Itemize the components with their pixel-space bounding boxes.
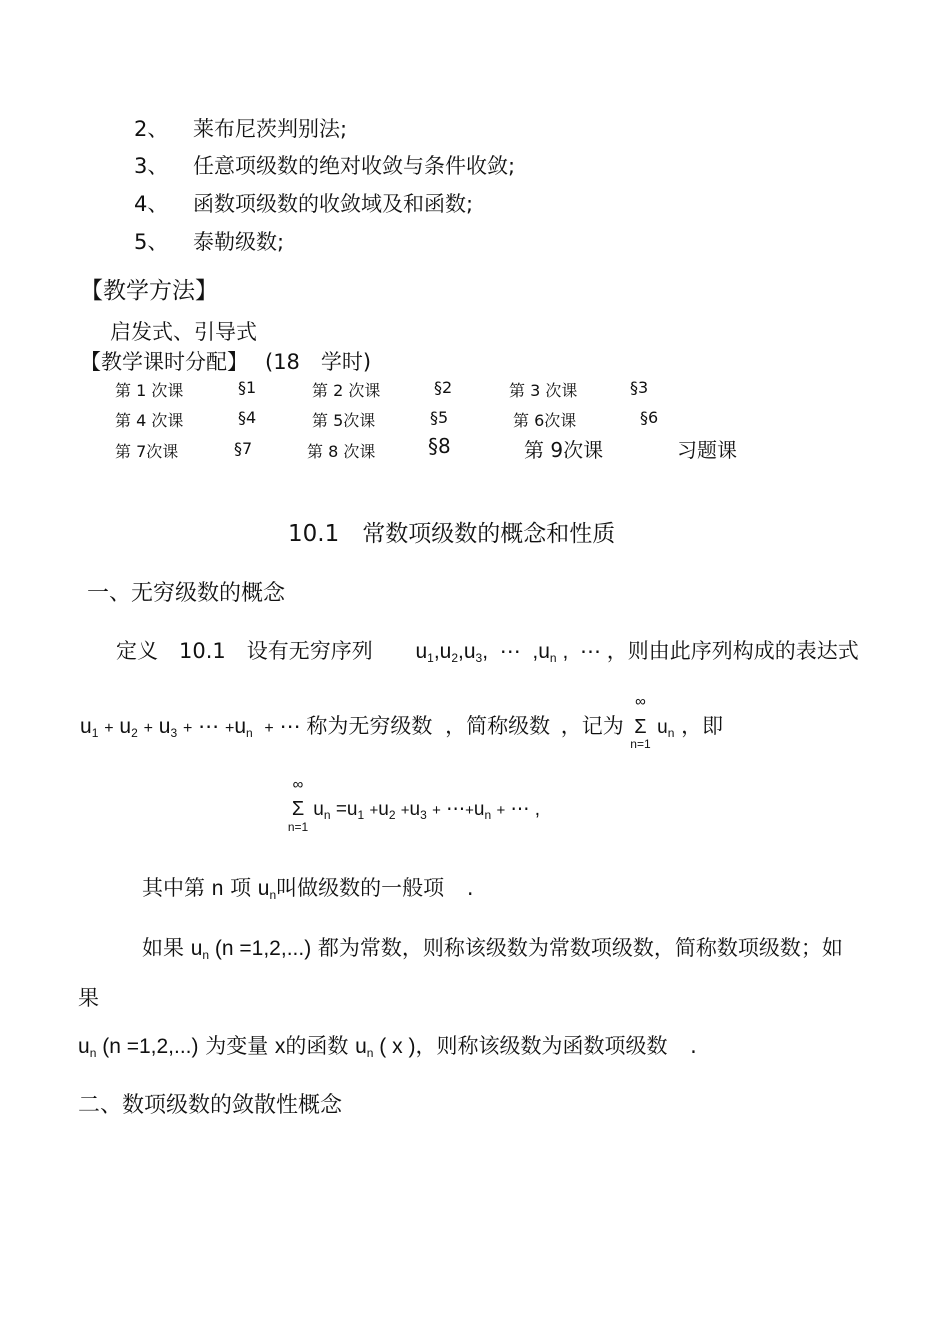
constant-series-line (142, 932, 843, 962)
definition-line (116, 635, 859, 665)
section-title: 10.1 常数项级数的概念和性质 (288, 521, 616, 547)
list-item-2 (134, 113, 348, 143)
lesson-label: 第 6次课 (513, 411, 577, 430)
var-x: x (274, 1035, 286, 1058)
list-text: 任意项级数的绝对收敛与条件收敛; (193, 154, 516, 178)
lesson-section: §3 (630, 378, 649, 397)
constant-series-cont: 果 (78, 986, 99, 1010)
lesson-section: §6 (640, 408, 659, 427)
list-number: 5、 (134, 230, 169, 254)
lesson-section: §4 (238, 408, 257, 427)
series-display-formula: ∞ Σ n=1 $u_n =u_1 +u_2 +u_3$ + $\cdots+u_n$ + ⋯ , (287, 776, 541, 834)
var-n: n (211, 877, 224, 900)
func-c: ，则称该级数为函数项级数 (415, 1034, 668, 1058)
list-number: 3、 (134, 154, 169, 178)
lesson-label: 第 7次课 (115, 442, 179, 461)
subsection-heading-2: 二、数项级数的敛散性概念 (78, 1093, 343, 1118)
lesson-label: 第 1 次课 (115, 381, 184, 400)
general-term-line (142, 872, 474, 902)
var-un: $u_n$ (257, 877, 277, 902)
series-short: ，简称级数 (445, 714, 551, 738)
lesson-section: 习题课 (677, 438, 737, 462)
list-text: 函数项级数的收敛域及和函数; (193, 192, 474, 216)
list-item-3 (134, 150, 516, 180)
unx-formula: $u_n$ ( x ) (355, 1035, 416, 1060)
definition-suffix: ，则由此序列构成的表达式 (606, 639, 859, 663)
un-formula: $u_n$ (n =1,2,...) (190, 937, 312, 962)
list-number: 2、 (134, 117, 169, 141)
func-a: 为变量 (205, 1034, 269, 1058)
lesson-label: 第 3 次课 (509, 381, 578, 400)
sequence-formula: $u_1,u_2,u_3$, ⋯ $,u_n$ , ⋯ (415, 640, 607, 665)
series-line (80, 693, 724, 751)
list-item-4 (134, 188, 474, 218)
list-number: 4、 (134, 192, 169, 216)
lesson-section: §5 (430, 408, 449, 427)
const-a: 如果 (142, 936, 184, 960)
func-b: 的函数 (285, 1034, 349, 1058)
lesson-section: §8 (428, 434, 451, 458)
period: . (466, 876, 474, 900)
list-text: 泰勒级数; (193, 230, 285, 254)
list-text: 莱布尼茨判别法; (193, 117, 348, 141)
sum-term: $u_n$ (657, 717, 675, 740)
definition-prefix: 定义 10.1 设有无穷序列 (116, 639, 373, 663)
lesson-section: §2 (434, 378, 453, 397)
general-term-a: 其中第 (142, 876, 205, 900)
lesson-label: 第 5次课 (312, 411, 376, 430)
series-note: ，记为 (560, 714, 624, 738)
general-term-b: 项 (230, 876, 252, 900)
subsection-heading-1: 一、无穷级数的概念 (87, 581, 286, 606)
series-ji: ，即 (681, 714, 724, 738)
const-b: 都为常数，则称该级数为常数项级数，简称数项级数；如 (317, 936, 843, 960)
sum-symbol: ∞ Σ n=1 (630, 693, 651, 751)
method-content: 启发式、引导式 (110, 320, 257, 344)
lesson-label: 第 9次课 (524, 438, 604, 462)
lesson-label: 第 8 次课 (307, 442, 376, 461)
function-series-line (78, 1030, 697, 1060)
allocation-hours: (18 学时) (265, 350, 372, 374)
series-called: 称为无穷级数 (306, 714, 433, 738)
lesson-section: §1 (238, 378, 257, 397)
method-heading: 【教学方法】 (80, 278, 218, 304)
series-formula: $u_1 + u_2 + u_3$ + ⋯ $+u_n$ + ⋯ (80, 715, 307, 740)
allocation-heading: 【教学课时分配】 (80, 350, 248, 374)
lesson-section: §7 (234, 439, 253, 458)
lesson-label: 第 2 次课 (312, 381, 381, 400)
general-term-c: 叫做级数的一般项 (276, 876, 445, 900)
un-formula: $u_n$ (n =1,2,...) (78, 1035, 199, 1060)
lesson-label: 第 4 次课 (115, 411, 184, 430)
sum-symbol: ∞ Σ n=1 (287, 776, 309, 834)
period: . (690, 1034, 697, 1058)
list-item-5 (134, 226, 285, 256)
